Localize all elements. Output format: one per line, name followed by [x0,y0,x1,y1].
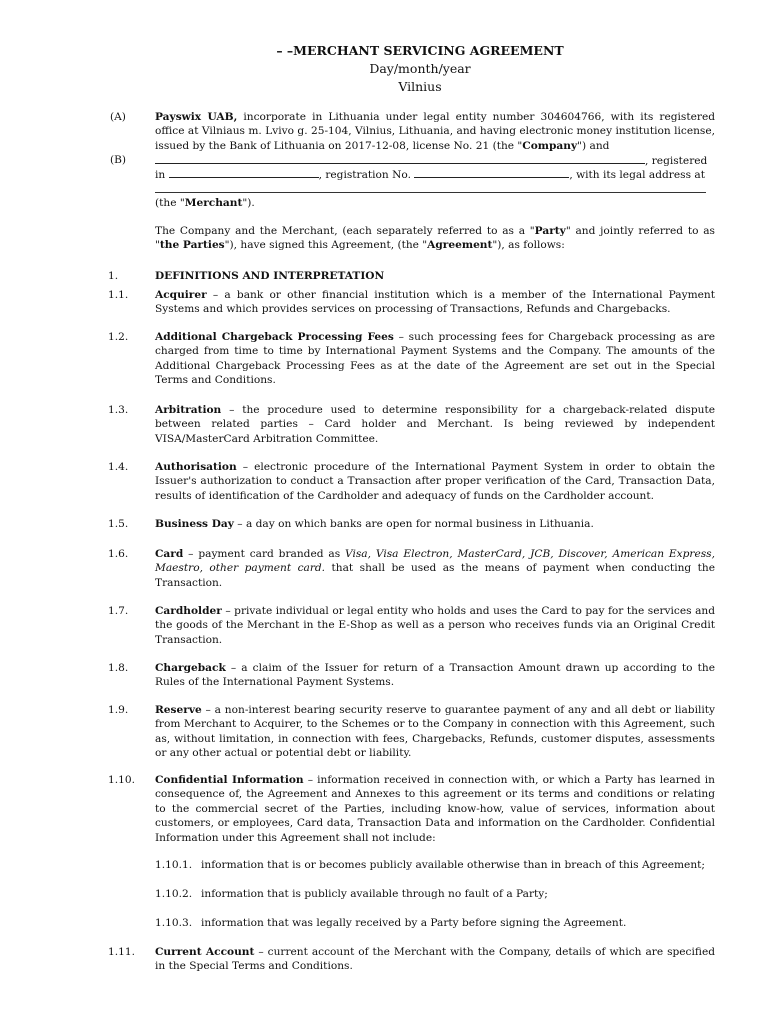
def-number: 1.5. [108,518,129,530]
definition-current-account: Current Account – current account of the Merchant with the Company, details of which are specified in the Special Terms and Conditions. [155,946,715,973]
list-item: 1.10.3. information that was legally received by a Party before signing the Agreement. [155,917,627,929]
party-a-text: Payswix UAB, incorporate in Lithuania under legal entity number 304604766, with its registered office at Vilniaus m. Lvivo g. 25-104, Vilnius, Lithuania, and having electronic money institution license, issued by the Bank of Lithuania on 2017-12-08, license No. 21 (the "Company") and [155,111,715,152]
definition-cardholder: Cardholder – private individual or legal entity who holds and uses the Card to pay for the services and the goods of the Merchant in the E-Shop as well as a person who receives funds via an Original Credit Transaction. [155,605,715,646]
definition-chargeback: Chargeback – a claim of the Issuer for return of a Transaction Amount drawn up according to the Rules of the International Payment Systems. [155,662,715,689]
definition-acquirer: Acquirer – a bank or other financial institution which is a member of the International Payment Systems and which provides services on processing of Transactions, Refunds and Chargebacks. [155,289,715,316]
def-number: 1.10. [108,774,135,786]
merchant-country-field[interactable] [169,167,319,178]
list-item: 1.10.2. information that is publicly available through no fault of a Party; [155,888,548,900]
list-item: 1.10.1. information that is or becomes publicly available otherwise than in breach of this Agreement; [155,859,705,871]
def-number: 1.2. [108,331,129,343]
def-number: 1.4. [108,461,129,473]
def-number: 1.8. [108,662,129,674]
intro-paragraph: The Company and the Merchant, (each separately referred to as a "Party" and jointly referred to as "the Parties"), have signed this Agreement, (the "Agreement"), as follows: [155,225,715,252]
definition-reserve: Reserve – a non-interest bearing security reserve to guarantee payment of any and all debt or liability from Merchant to Acquirer, to the Schemes or to the Company in connection with this Agreement, such as, without limitation, in connection with fees, Chargebacks, Refunds, customer disputes, assessments or any other actual or potential debt or liability. [155,704,715,760]
definition-business-day: Business Day – a day on which banks are open for normal business in Lithuania. [155,518,594,530]
merchant-address-field[interactable] [155,192,706,193]
merchant-name-field[interactable] [155,153,645,164]
document-date: Day/month/year [369,61,471,76]
party-b-merchant: (the "Merchant"). [155,197,255,209]
def-number: 1.3. [108,404,129,416]
document-title: – –MERCHANT SERVICING AGREEMENT [276,43,564,58]
def-number: 1.11. [108,946,135,958]
def-number: 1.1. [108,289,129,301]
section-title: DEFINITIONS AND INTERPRETATION [155,270,385,282]
def-number: 1.7. [108,605,129,617]
document-city: Vilnius [398,79,442,94]
section-number: 1. [108,270,119,282]
definition-chargeback-fees: Additional Chargeback Processing Fees – such processing fees for Chargeback processing as are charged from time to time by International Payment Systems and the Company. The amounts of the Additional Chargeback Processing Fees as at the date of the Agreement are set out in the Special Terms and Conditions. [155,331,715,387]
def-number: 1.6. [108,548,129,560]
definition-card: Card – payment card branded as Visa, Visa Electron, MasterCard, JCB, Discover, American Express, Maestro, other payment card. that shall be used as the means of payment when conducting the Transaction. [155,548,715,589]
party-b-line1: , registered [155,153,715,168]
party-a-name: Payswix UAB, [155,111,238,123]
party-b-label: (B) [110,154,127,166]
def-number: 1.9. [108,704,129,716]
definition-authorisation: Authorisation – electronic procedure of the International Payment System in order to obtain the Issuer's authorization to conduct a Transaction after proper verification of the Card, Transaction Data, results of identification of the Cardholder and adequacy of funds on the Cardholder account. [155,461,715,502]
party-a-label: (A) [110,111,126,123]
merchant-registration-field[interactable] [414,167,569,178]
party-b-line2: in , registration No. , with its legal address at [155,169,705,181]
definition-arbitration: Arbitration – the procedure used to determine responsibility for a chargeback-related dispute between related parties – Card holder and Merchant. Is being reviewed by independent VISA/MasterCard Arbitration Committee. [155,404,715,445]
definition-confidential-information: Confidential Information – information received in connection with, or which a Party has learned in consequence of, the Agreement and Annexes to this agreement or its terms and conditions or relating to the commercial secret of the Parties, including know-how, value of services, information about customers, or employees, Card data, Transaction Data and information on the Cardholder. Confidential Information under this Agreement shall not include: [155,774,716,844]
